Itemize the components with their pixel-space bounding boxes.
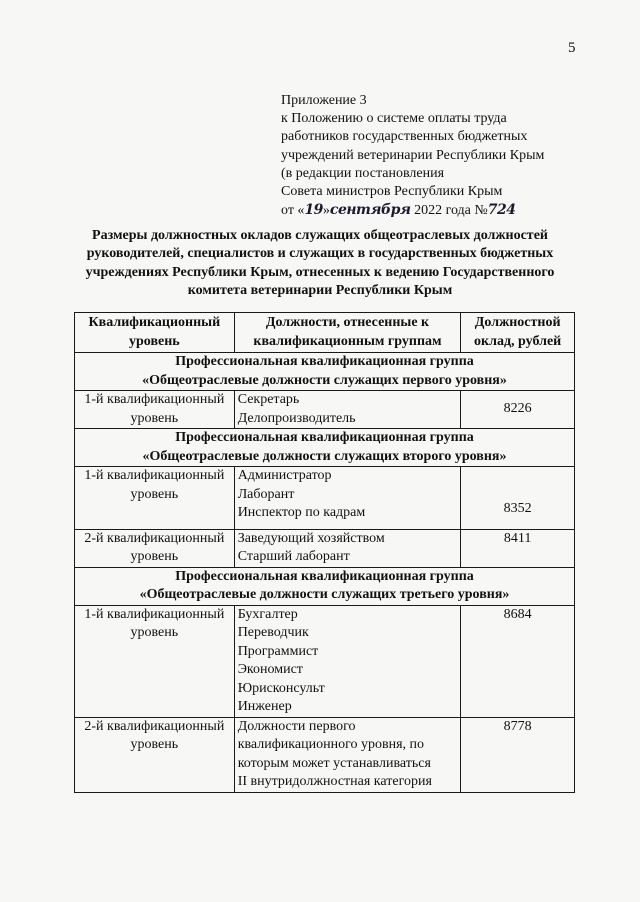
group-title-line: Профессиональная квалификационная группа <box>175 568 474 584</box>
group-title-line: «Общеотраслевые должности служащих третьего уровня» <box>139 587 510 602</box>
positions-cell <box>234 391 461 429</box>
position-item: квалификационного уровня, по <box>237 737 424 752</box>
handwritten-day: 19 <box>304 202 323 219</box>
appendix-line: Приложение 3 <box>281 93 367 108</box>
salary-cell: 8684 <box>461 605 575 717</box>
group-row <box>75 567 575 605</box>
table-row <box>75 467 575 530</box>
header-level: Квалификационный уровень <box>75 313 235 353</box>
positions-cell <box>234 467 461 530</box>
document-title: Размеры должностных окладов служащих общеотраслевых должностей руководителей, специалистов и служащих в государственных бюджетных учреждениях Республики Крым, отнесенных к ведению Государственного комитета ветеринарии Республики Крым <box>85 228 555 299</box>
salary-cell: 8411 <box>461 529 575 567</box>
appendix-line: работников государственных бюджетных <box>281 129 528 145</box>
group-title <box>75 567 575 605</box>
position-item: Программист <box>237 643 319 659</box>
table-row <box>75 391 575 429</box>
level-cell: 1-й квалификационный уровень <box>75 391 235 429</box>
position-item: Лаборант <box>237 486 295 502</box>
positions-cell <box>234 717 461 792</box>
level-cell: 1-й квалификационный уровень <box>75 467 235 530</box>
position-item: Юрисконсульт <box>237 680 325 696</box>
position-item: Инженер <box>237 699 292 714</box>
date-prefix: от « <box>281 203 305 219</box>
table-row <box>75 605 575 717</box>
group-title <box>75 353 575 391</box>
appendix-line: Совета министров Республики Крым <box>281 184 503 200</box>
position-item: которым может устанавливаться <box>237 755 431 771</box>
position-item: Экономист <box>237 662 303 677</box>
date-year: 2022 года № <box>410 203 488 219</box>
position-item: II внутридолжностная категория <box>237 774 432 789</box>
resolution-date-line <box>281 201 544 220</box>
table-row <box>75 717 575 792</box>
appendix-line: учреждений ветеринарии Республики Крым <box>281 147 545 163</box>
page-number: 5 <box>568 40 576 56</box>
group-row <box>75 429 575 467</box>
group-title-line: Профессиональная квалификационная группа <box>175 354 474 369</box>
position-item: Администратор <box>237 468 332 483</box>
position-item: Делопроизводитель <box>237 410 356 426</box>
position-item: Инспектор по кадрам <box>237 505 366 520</box>
header-positions: Должности, отнесенные к квалификационным группам <box>234 313 461 353</box>
group-title-line: «Общеотраслевые должности служащих первого уровня» <box>142 372 507 388</box>
salary-cell: 8226 <box>461 391 575 429</box>
level-cell: 2-й квалификационный уровень <box>75 717 235 792</box>
position-item: Должности первого <box>237 718 356 734</box>
salary-cell: 8778 <box>461 717 575 792</box>
handwritten-number: 724 <box>487 202 516 219</box>
table-row <box>75 529 575 567</box>
group-title-line: «Общеотраслевые должности служащих второго уровня» <box>142 448 507 464</box>
group-title-line: Профессиональная квалификационная группа <box>175 430 474 445</box>
header-salary: Должностной оклад, рублей <box>461 313 575 353</box>
salary-cell: 8352 <box>461 467 575 530</box>
group-row <box>75 353 575 391</box>
position-item: Заведующий хозяйством <box>237 530 385 546</box>
handwritten-month: сентября <box>329 202 411 219</box>
date-quote: » <box>322 203 330 219</box>
positions-cell <box>234 529 461 567</box>
position-item: Секретарь <box>237 392 300 407</box>
appendix-header <box>281 92 544 220</box>
position-item: Бухгалтер <box>237 606 298 622</box>
salary-table <box>74 312 575 793</box>
level-cell: 1-й квалификационный уровень <box>75 605 235 717</box>
group-title <box>75 429 575 467</box>
appendix-line: к Положению о системе оплаты труда <box>281 111 507 127</box>
level-cell: 2-й квалификационный уровень <box>75 529 235 567</box>
positions-cell <box>234 605 461 717</box>
position-item: Переводчик <box>237 625 309 640</box>
table-header-row <box>75 313 575 353</box>
appendix-line: (в редакции постановления <box>281 165 445 181</box>
position-item: Старший лаборант <box>237 549 350 564</box>
